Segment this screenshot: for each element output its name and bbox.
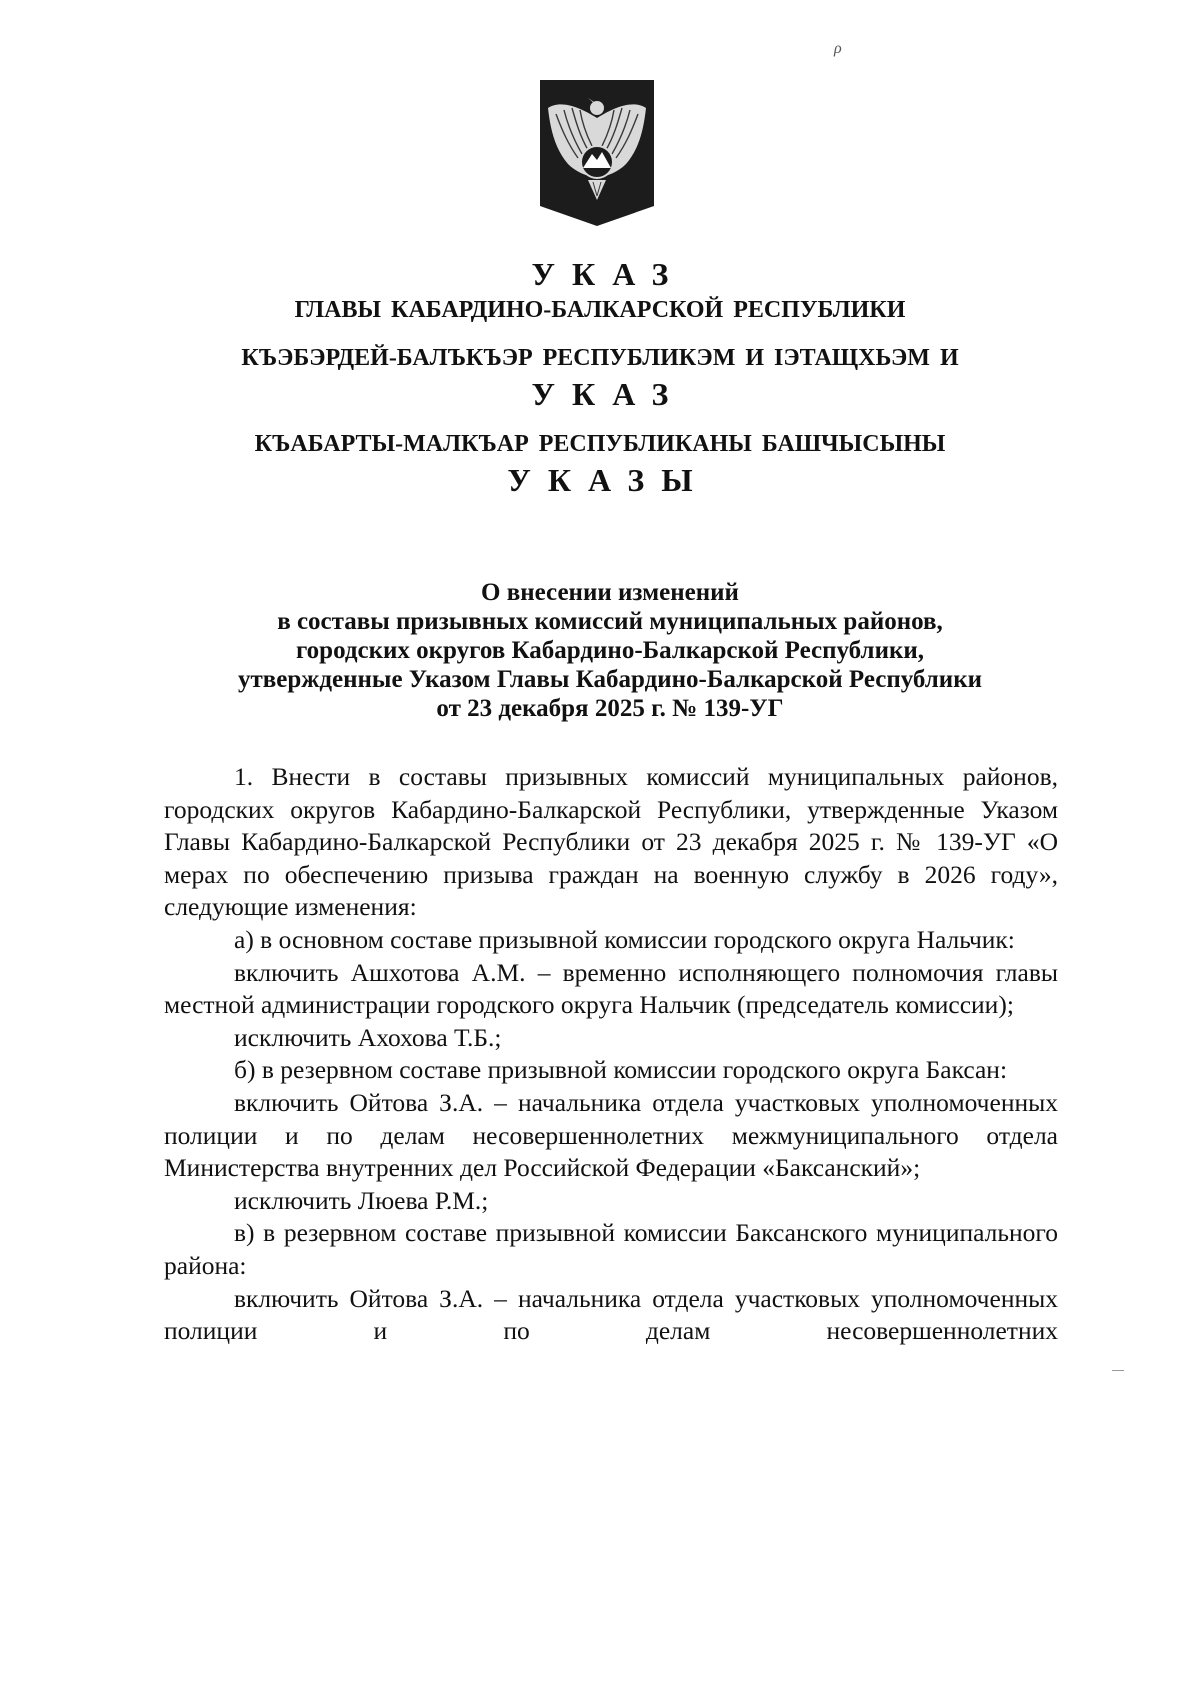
title-line: утвержденные Указом Главы Кабардино-Балкарской Республики [237, 666, 983, 693]
title-line: от 23 декабря 2025 г. № 139-УГ [436, 695, 784, 722]
decree-body [164, 761, 1058, 1348]
paragraph-1: 1. Внести в составы призывных комиссий муниципальных районов, городских округов Кабардино-Балкарской Республики, утвержденные Указом Главы Кабардино-Балкарской Республики от 23 декабря 2025 г. № 139-УГ «О мерах по обеспечению призыва граждан на военную службу в 2026 году», следующие изменения: [164, 762, 1058, 922]
decree-word-russian: УКАЗ [531, 256, 686, 292]
decree-word-balkar: УКАЗЫ [507, 462, 710, 498]
head-of-republic-russian: ГЛАВЫ КАБАРДИНО-БАЛКАРСКОЙ РЕСПУБЛИКИ [294, 297, 906, 323]
handwritten-mark: ρ [834, 40, 842, 57]
title-line: в составы призывных комиссий муниципальных районов, [277, 608, 943, 635]
paragraph-exclude-2: исключить Люева Р.М.; [234, 1185, 489, 1215]
paragraph-a: а) в основном составе призывной комиссии городского округа Нальчик: [234, 924, 1015, 954]
paragraph-include-3: включить Ойтова З.А. – начальника отдела участковых уполномоченных полиции и по делам несовершеннолетних [164, 1283, 1058, 1346]
head-of-republic-balkar: КЪАБАРТЫ-МАЛКЪАР РЕСПУБЛИКАНЫ БАШЧЫСЫНЫ [254, 431, 946, 457]
paragraph-exclude-1: исключить Ахохова Т.Б.; [234, 1022, 502, 1052]
paragraph-b: б) в резервном составе призывной комиссии городского округа Баксан: [234, 1055, 1008, 1085]
decree-word-kabardian: УКАЗ [531, 376, 686, 412]
decree-title [140, 578, 1080, 723]
head-of-republic-kabardian: КЪЭБЭРДЕЙ-БАЛЪКЪЭР РЕСПУБЛИКЭМ И ІЭТАЩХЬЭМ И [241, 345, 959, 371]
scan-mark [1112, 1370, 1124, 1371]
title-line: О внесении изменений [481, 579, 739, 606]
paragraph-include-1: включить Ашхотова А.М. – временно исполняющего полномочия главы местной администрации городского округа Нальчик (председатель комиссии); [164, 957, 1058, 1020]
paragraph-include-2: включить Ойтова З.А. – начальника отдела участковых уполномоченных полиции и по делам несовершеннолетних межмуниципального отдела Министерства внутренних дел Российской Федерации «Баксанский»; [164, 1087, 1058, 1183]
decree-header [0, 255, 1200, 499]
coat-of-arms-icon [538, 78, 656, 228]
title-line: городских округов Кабардино-Балкарской Республики, [295, 637, 925, 664]
paragraph-v: в) в резервном составе призывной комиссии Баксанского муниципального района: [164, 1218, 1058, 1280]
